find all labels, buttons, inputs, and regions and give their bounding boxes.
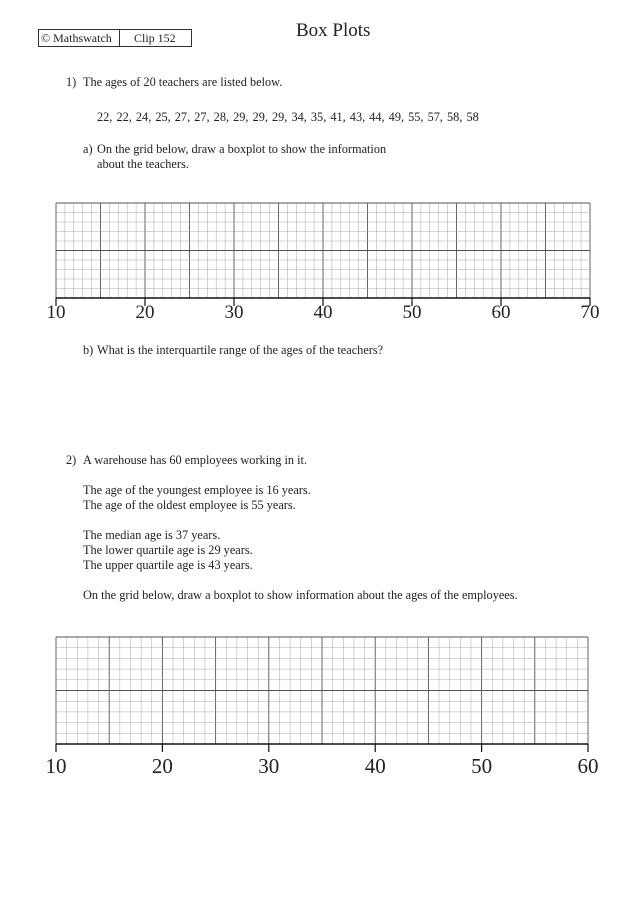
q1-number: 1) — [66, 75, 77, 89]
axis-tick-label: 20 — [135, 302, 155, 323]
q2-lower-quartile: The lower quartile age is 29 years. — [83, 543, 253, 557]
axis-tick-label: 50 — [402, 302, 422, 323]
axis-tick-label: 50 — [471, 754, 493, 778]
axis-tick-label: 40 — [364, 754, 386, 778]
grid-1 — [56, 203, 590, 306]
q1a-label: a) — [83, 142, 93, 156]
q2-instruction: On the grid below, draw a boxplot to show information about the ages of the employees. — [83, 588, 518, 602]
axis-tick-label: 60 — [491, 302, 511, 323]
q2-oldest: The age of the oldest employee is 55 years. — [83, 498, 296, 512]
axis-tick-label: 20 — [151, 754, 173, 778]
q1-data-list: 22, 22, 24, 25, 27, 27, 28, 29, 29, 29, 34, 35, 41, 43, 44, 49, 55, 57, 58, 58 — [97, 110, 479, 124]
axis-tick-label: 30 — [224, 302, 244, 323]
q2-median: The median age is 37 years. — [83, 528, 221, 542]
axis-tick-label: 70 — [580, 302, 600, 323]
grid-2 — [56, 637, 588, 752]
clip-label: Clip 152 — [134, 31, 176, 45]
q1a-text-line2: about the teachers. — [97, 157, 189, 171]
q2-number: 2) — [66, 453, 77, 467]
q2-upper-quartile: The upper quartile age is 43 years. — [83, 558, 253, 572]
q2-youngest: The age of the youngest employee is 16 years. — [83, 483, 311, 497]
q1b-text: What is the interquartile range of the ages of the teachers? — [97, 343, 384, 357]
copyright-label: © Mathswatch — [41, 31, 112, 45]
page-title: Box Plots — [296, 20, 371, 41]
axis-tick-label: 40 — [313, 302, 333, 323]
axis-tick-label: 30 — [258, 754, 280, 778]
axis-tick-label: 10 — [45, 754, 67, 778]
q2-text: A warehouse has 60 employees working in it. — [83, 453, 308, 467]
axis-tick-label: 10 — [46, 302, 66, 323]
q1-text: The ages of 20 teachers are listed below. — [83, 75, 283, 89]
q1b-label: b) — [83, 343, 94, 357]
axis-tick-label: 60 — [577, 754, 599, 778]
q1a-text-line1: On the grid below, draw a boxplot to show the information — [97, 142, 387, 156]
